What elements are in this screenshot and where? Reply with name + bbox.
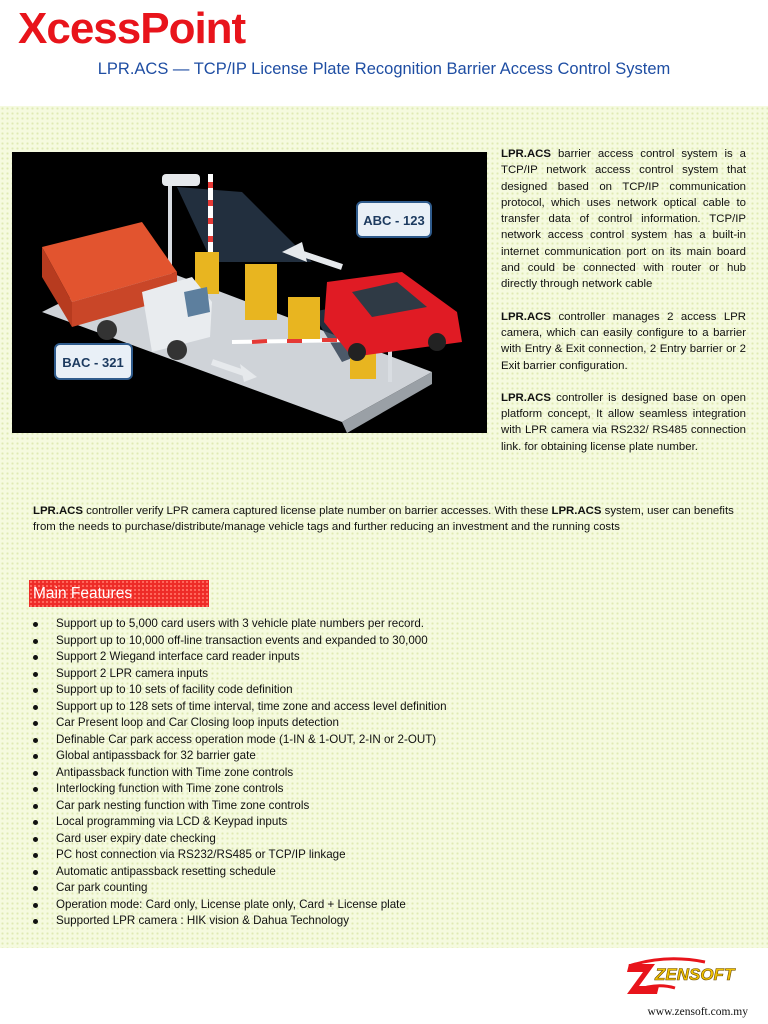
feature-item (33, 633, 733, 650)
feature-text: Automatic antipassback resetting schedule (56, 864, 276, 878)
feature-text: Support up to 10 sets of facility code definition (56, 683, 293, 696)
description-paragraph-4: LPR.ACS controller verify LPR camera captured license plate number on barrier accesses. With these LPR.ACS system, user can benefits from the needs to purchase/distribute/manage vehicle tags and further reducing an investment and the running costs (33, 505, 734, 534)
feature-text: Car Present loop and Car Closing loop inputs detection (56, 716, 339, 729)
bullet-icon (33, 787, 38, 792)
feature-item (33, 847, 733, 864)
feature-text: Supported LPR camera : HIK vision & Dahua Technology (56, 914, 350, 927)
feature-item (33, 897, 733, 914)
feature-item (33, 781, 733, 798)
feature-text: Car park nesting function with Time zone controls (56, 798, 310, 812)
zensoft-logo-icon (625, 952, 743, 998)
plate-left-text: BAC - 321 (62, 355, 124, 370)
website-url[interactable]: www.zensoft.com.my (647, 1006, 748, 1018)
feature-item (33, 864, 733, 881)
description-paragraph-3: LPR.ACS controller is designed base on open platform concept, It allow seamless integration with LPR camera via RS232/ RS485 connection link. for obtaining license plate number. (501, 391, 746, 453)
bullet-icon (33, 738, 38, 743)
bullet-icon (33, 804, 38, 809)
feature-item (33, 682, 733, 699)
description-full-width (33, 503, 746, 536)
feature-text: Global antipassback for 32 barrier gate (56, 749, 256, 762)
feature-item (33, 732, 733, 749)
feature-item (33, 649, 733, 666)
feature-text: Card user expiry date checking (56, 831, 216, 845)
bullet-icon (33, 771, 38, 776)
features-list (33, 616, 733, 930)
feature-text: PC host connection via RS232/RS485 or TCP/IP linkage (56, 848, 346, 861)
feature-text: Support up to 128 sets of time interval, time zone and access level definition (56, 699, 447, 713)
parking-barrier-illustration (12, 152, 487, 433)
description-column (501, 146, 746, 471)
feature-text: Support 2 LPR camera inputs (56, 666, 209, 680)
feature-text: Local programming via LCD & Keypad inputs (56, 815, 288, 828)
feature-item (33, 814, 733, 831)
feature-item (33, 765, 733, 782)
feature-item (33, 798, 733, 815)
bullet-icon (33, 903, 38, 908)
feature-item (33, 699, 733, 716)
feature-text: Car park counting (56, 881, 148, 894)
feature-text: Support up to 10,000 off-line transaction events and expanded to 30,000 (56, 633, 428, 647)
feature-item (33, 748, 733, 765)
feature-text: Operation mode: Card only, License plate only, Card + License plate (56, 897, 406, 911)
bullet-icon (33, 721, 38, 726)
bullet-icon (33, 820, 38, 825)
page-subtitle: LPR.ACS — TCP/IP License Plate Recognition Barrier Access Control System (97, 60, 671, 78)
bullet-icon (33, 870, 38, 875)
feature-item (33, 616, 733, 633)
logo-text: ZENSOFT (655, 965, 735, 984)
feature-text: Interlocking function with Time zone controls (56, 782, 284, 795)
description-paragraph-1: LPR.ACS barrier access control system is a TCP/IP network access control system that designed based on TCP/IP communication protocol, which uses network optical cable to transfer data of control information. TCP/IP network access control system has a built-in internet communication port on its main board and could be connected with router or hub directly through network cable (501, 148, 746, 291)
bullet-icon (33, 639, 38, 644)
main-features-heading: Main Features (29, 580, 209, 607)
feature-text: Support 2 Wiegand interface card reader inputs (56, 650, 300, 663)
bullet-icon (33, 919, 38, 924)
bullet-icon (33, 754, 38, 759)
feature-text: Antipassback function with Time zone controls (56, 765, 294, 779)
feature-text: Support up to 5,000 card users with 3 vehicle plate numbers per record. (56, 617, 424, 630)
bullet-icon (33, 853, 38, 858)
brand-logo-text: XcessPoint (18, 4, 246, 53)
feature-item (33, 666, 733, 683)
bullet-icon (33, 655, 38, 660)
feature-text: Definable Car park access operation mode (1-IN & 1-OUT, 2-IN or 2-OUT) (56, 732, 437, 746)
feature-item (33, 831, 733, 848)
description-paragraph-2: LPR.ACS controller manages 2 access LPR camera, which can easily configure to a barrier with Entry & Exit connection, 2 Entry barrier or 2 Exit barrier configuration. (501, 310, 746, 372)
plate-right-text: ABC - 123 (363, 213, 425, 228)
bullet-icon (33, 886, 38, 891)
bullet-icon (33, 672, 38, 677)
hero-illustration (12, 152, 487, 433)
feature-item (33, 880, 733, 897)
bullet-icon (33, 688, 38, 693)
bullet-icon (33, 705, 38, 710)
zensoft-logo (625, 952, 743, 998)
header (0, 0, 768, 106)
bullet-icon (33, 837, 38, 842)
bullet-icon (33, 622, 38, 627)
feature-item (33, 715, 733, 732)
feature-item (33, 913, 733, 930)
